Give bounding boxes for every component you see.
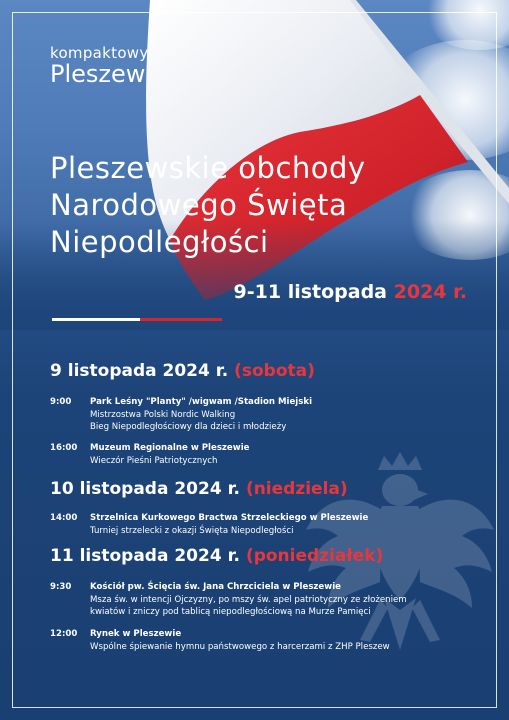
- event-desc: Bieg Niepodległościowy dla dzieci i młodzieży: [90, 422, 287, 432]
- event-time: 12:00: [50, 629, 78, 639]
- event-desc: Mistrzostwa Polski Nordic Walking: [90, 409, 236, 420]
- day-date: 11 listopada 2024 r.: [50, 546, 241, 566]
- date-range: [234, 281, 467, 303]
- event-desc: Wspólne śpiewanie hymnu państwowego z harcerzami z ZHP Pleszew: [90, 641, 390, 652]
- day-weekday: (sobota): [234, 361, 315, 381]
- day-heading: [50, 479, 348, 499]
- day-date: 10 listopada 2024 r.: [50, 479, 241, 499]
- date-range-main: 9-11 listopada: [233, 281, 394, 303]
- logo-line2: Pleszew: [50, 60, 146, 88]
- day-heading: [50, 546, 383, 566]
- event-place: Kościół pw. Ścięcia św. Jana Chrzciciela w Pleszewie: [90, 582, 341, 592]
- event-desc: Msza św. w intencji Ojczyzny, po mszy św. apel patriotyczny ze złożeniem: [90, 594, 407, 605]
- title-line3: Niepodległości: [50, 225, 269, 259]
- event-time: 9:30: [50, 582, 72, 592]
- day-weekday: (poniedziałek): [245, 546, 384, 566]
- day-date: 9 listopada 2024 r.: [50, 361, 229, 381]
- poster-title: [50, 150, 366, 261]
- event-place: Park Leśny "Planty" /wigwam /Stadion Miejski: [90, 397, 313, 407]
- kompaktowy-pleszew-logo: [50, 46, 149, 86]
- date-range-year: 2024 r.: [393, 281, 467, 303]
- day-weekday: (niedziela): [245, 479, 348, 499]
- event-place: Strzelnica Kurkowego Bractwa Strzeleckiego w Pleszewie: [90, 513, 369, 523]
- logo-line1: kompaktowy: [50, 44, 149, 62]
- event-desc: Turniej strzelecki z okazji Święta Niepodległości: [90, 525, 294, 536]
- event-time: 16:00: [50, 443, 78, 453]
- event-place: Muzeum Regionalne w Pleszewie: [90, 443, 250, 453]
- day-heading: [50, 361, 315, 381]
- event-time: 14:00: [50, 513, 78, 523]
- event-desc: kwiatów i zniczy pod tablicą niepodległościową na Murze Pamięci: [90, 607, 371, 617]
- divider: [52, 318, 222, 321]
- title-line2: Narodowego Święta: [50, 188, 348, 222]
- title-line1: Pleszewskie obchody: [50, 151, 366, 185]
- event-desc: Wieczór Pieśni Patriotycznych: [90, 455, 218, 466]
- event-place: Rynek w Pleszewie: [90, 629, 182, 639]
- event-time: 9:00: [50, 397, 72, 407]
